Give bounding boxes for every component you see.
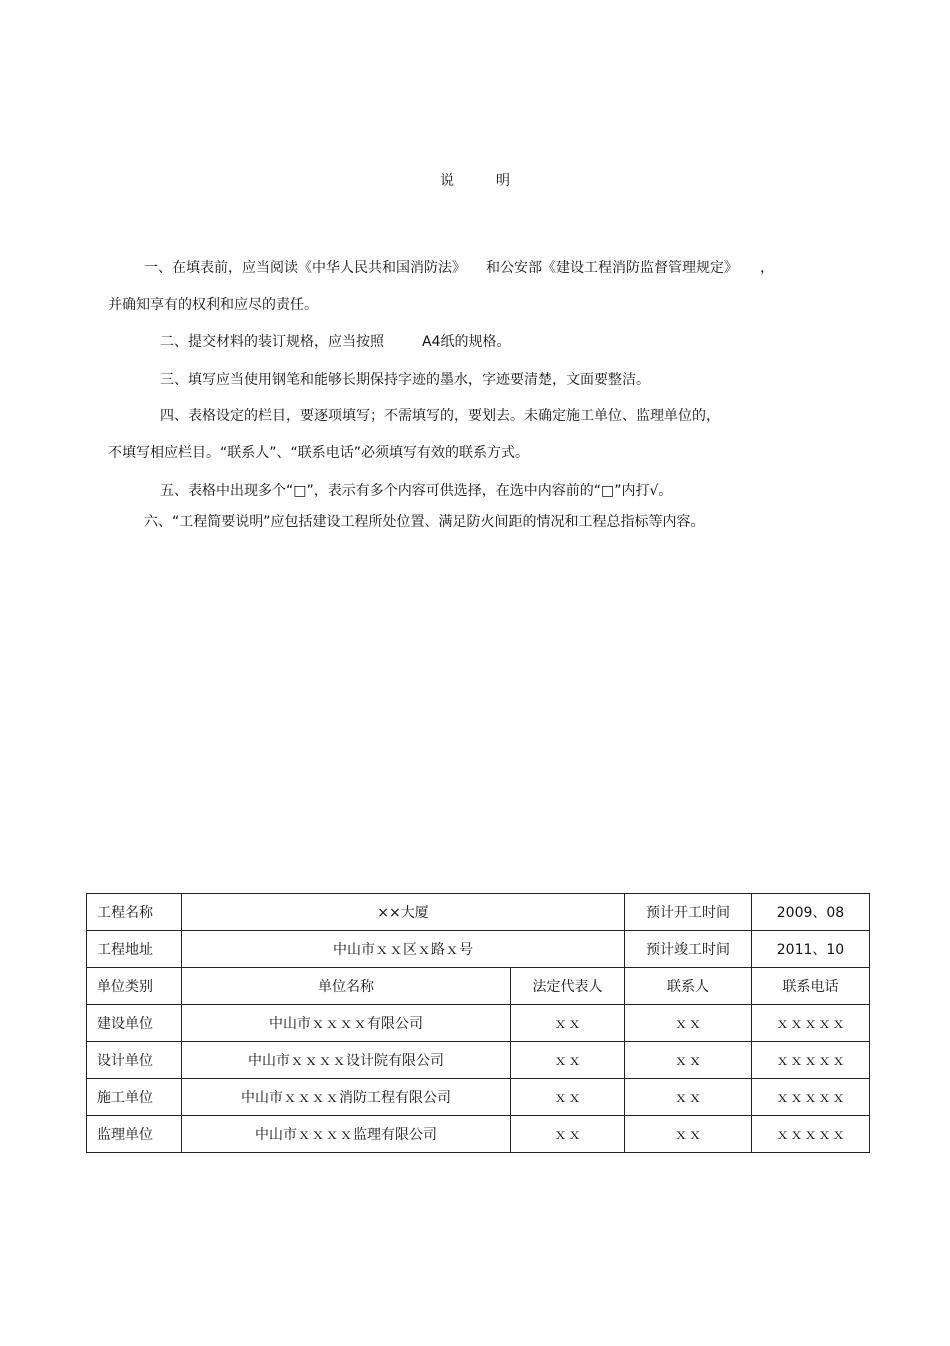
header-legal-rep: 法定代表人	[511, 968, 625, 1005]
title-left: 说	[440, 173, 454, 189]
contact: ｘｘ	[625, 1116, 752, 1153]
legal-rep: ｘｘ	[511, 1005, 625, 1042]
legal-rep: ｘｘ	[511, 1042, 625, 1079]
table-row-project-address	[87, 931, 870, 968]
table-row	[87, 1042, 870, 1079]
legal-rep: ｘｘ	[511, 1116, 625, 1153]
header-unit-category: 单位类别	[87, 968, 182, 1005]
start-time-value: 2009、08	[752, 894, 870, 931]
phone: ｘｘｘｘｘ	[752, 1042, 870, 1079]
instruction-1-part-a: 一、在填表前，应当阅读《中华人民共和国消防法》	[144, 260, 466, 276]
finish-time-value: 2011、10	[752, 931, 870, 968]
table-row	[87, 1005, 870, 1042]
project-info-table	[86, 893, 870, 1153]
instruction-4: 四、表格设定的栏目，要逐项填写；不需填写的，要划去。未确定施工单位、监理单位的，	[160, 408, 720, 424]
phone: ｘｘｘｘｘ	[752, 1116, 870, 1153]
instruction-3: 三、填写应当使用钢笔和能够长期保持字迹的墨水，字迹要清楚，文面要整洁。	[160, 372, 650, 388]
instruction-1-part-c: ，	[760, 260, 774, 276]
unit-name: 中山市ｘｘｘｘ消防工程有限公司	[182, 1079, 511, 1116]
table-header-row	[87, 968, 870, 1005]
start-time-label: 预计开工时间	[625, 894, 752, 931]
header-contact: 联系人	[625, 968, 752, 1005]
phone: ｘｘｘｘｘ	[752, 1079, 870, 1116]
project-address-value: 中山市ｘｘ区ｘ路ｘ号	[182, 931, 625, 968]
table-row-project-name	[87, 894, 870, 931]
table-row	[87, 1116, 870, 1153]
instruction-1-cont: 并确知享有的权利和应尽的责任。	[108, 297, 318, 313]
header-phone: 联系电话	[752, 968, 870, 1005]
instruction-4-cont: 不填写相应栏目。“联系人”、“联系电话”必须填写有效的联系方式。	[108, 445, 530, 461]
header-unit-name: 单位名称	[182, 968, 511, 1005]
page-title	[0, 170, 950, 190]
unit-name: 中山市ｘｘｘｘ有限公司	[182, 1005, 511, 1042]
unit-category: 设计单位	[87, 1042, 182, 1079]
project-name-value: ××大厦	[182, 894, 625, 931]
contact: ｘｘ	[625, 1079, 752, 1116]
project-address-label: 工程地址	[87, 931, 182, 968]
unit-category: 施工单位	[87, 1079, 182, 1116]
finish-time-label: 预计竣工时间	[625, 931, 752, 968]
project-name-label: 工程名称	[87, 894, 182, 931]
contact: ｘｘ	[625, 1042, 752, 1079]
instruction-6: 六、“工程简要说明”应包括建设工程所处位置、满足防火间距的情况和工程总指标等内容。	[144, 514, 705, 530]
unit-name: 中山市ｘｘｘｘ监理有限公司	[182, 1116, 511, 1153]
instruction-1-part-b: 和公安部《建设工程消防监督管理规定》	[486, 260, 738, 276]
unit-category: 建设单位	[87, 1005, 182, 1042]
instruction-2-part-a: 二、提交材料的装订规格，应当按照	[160, 334, 384, 350]
title-right: 明	[496, 173, 510, 189]
contact: ｘｘ	[625, 1005, 752, 1042]
instruction-2-part-b: A4纸的规格。	[422, 334, 511, 350]
instruction-1	[144, 258, 774, 278]
instruction-5: 五、表格中出现多个“□”，表示有多个内容可供选择，在选中内容前的“□”内打√。	[160, 483, 673, 499]
unit-category: 监理单位	[87, 1116, 182, 1153]
table-row	[87, 1079, 870, 1116]
legal-rep: ｘｘ	[511, 1079, 625, 1116]
unit-name: 中山市ｘｘｘｘ设计院有限公司	[182, 1042, 511, 1079]
phone: ｘｘｘｘｘ	[752, 1005, 870, 1042]
instruction-2	[160, 332, 510, 352]
